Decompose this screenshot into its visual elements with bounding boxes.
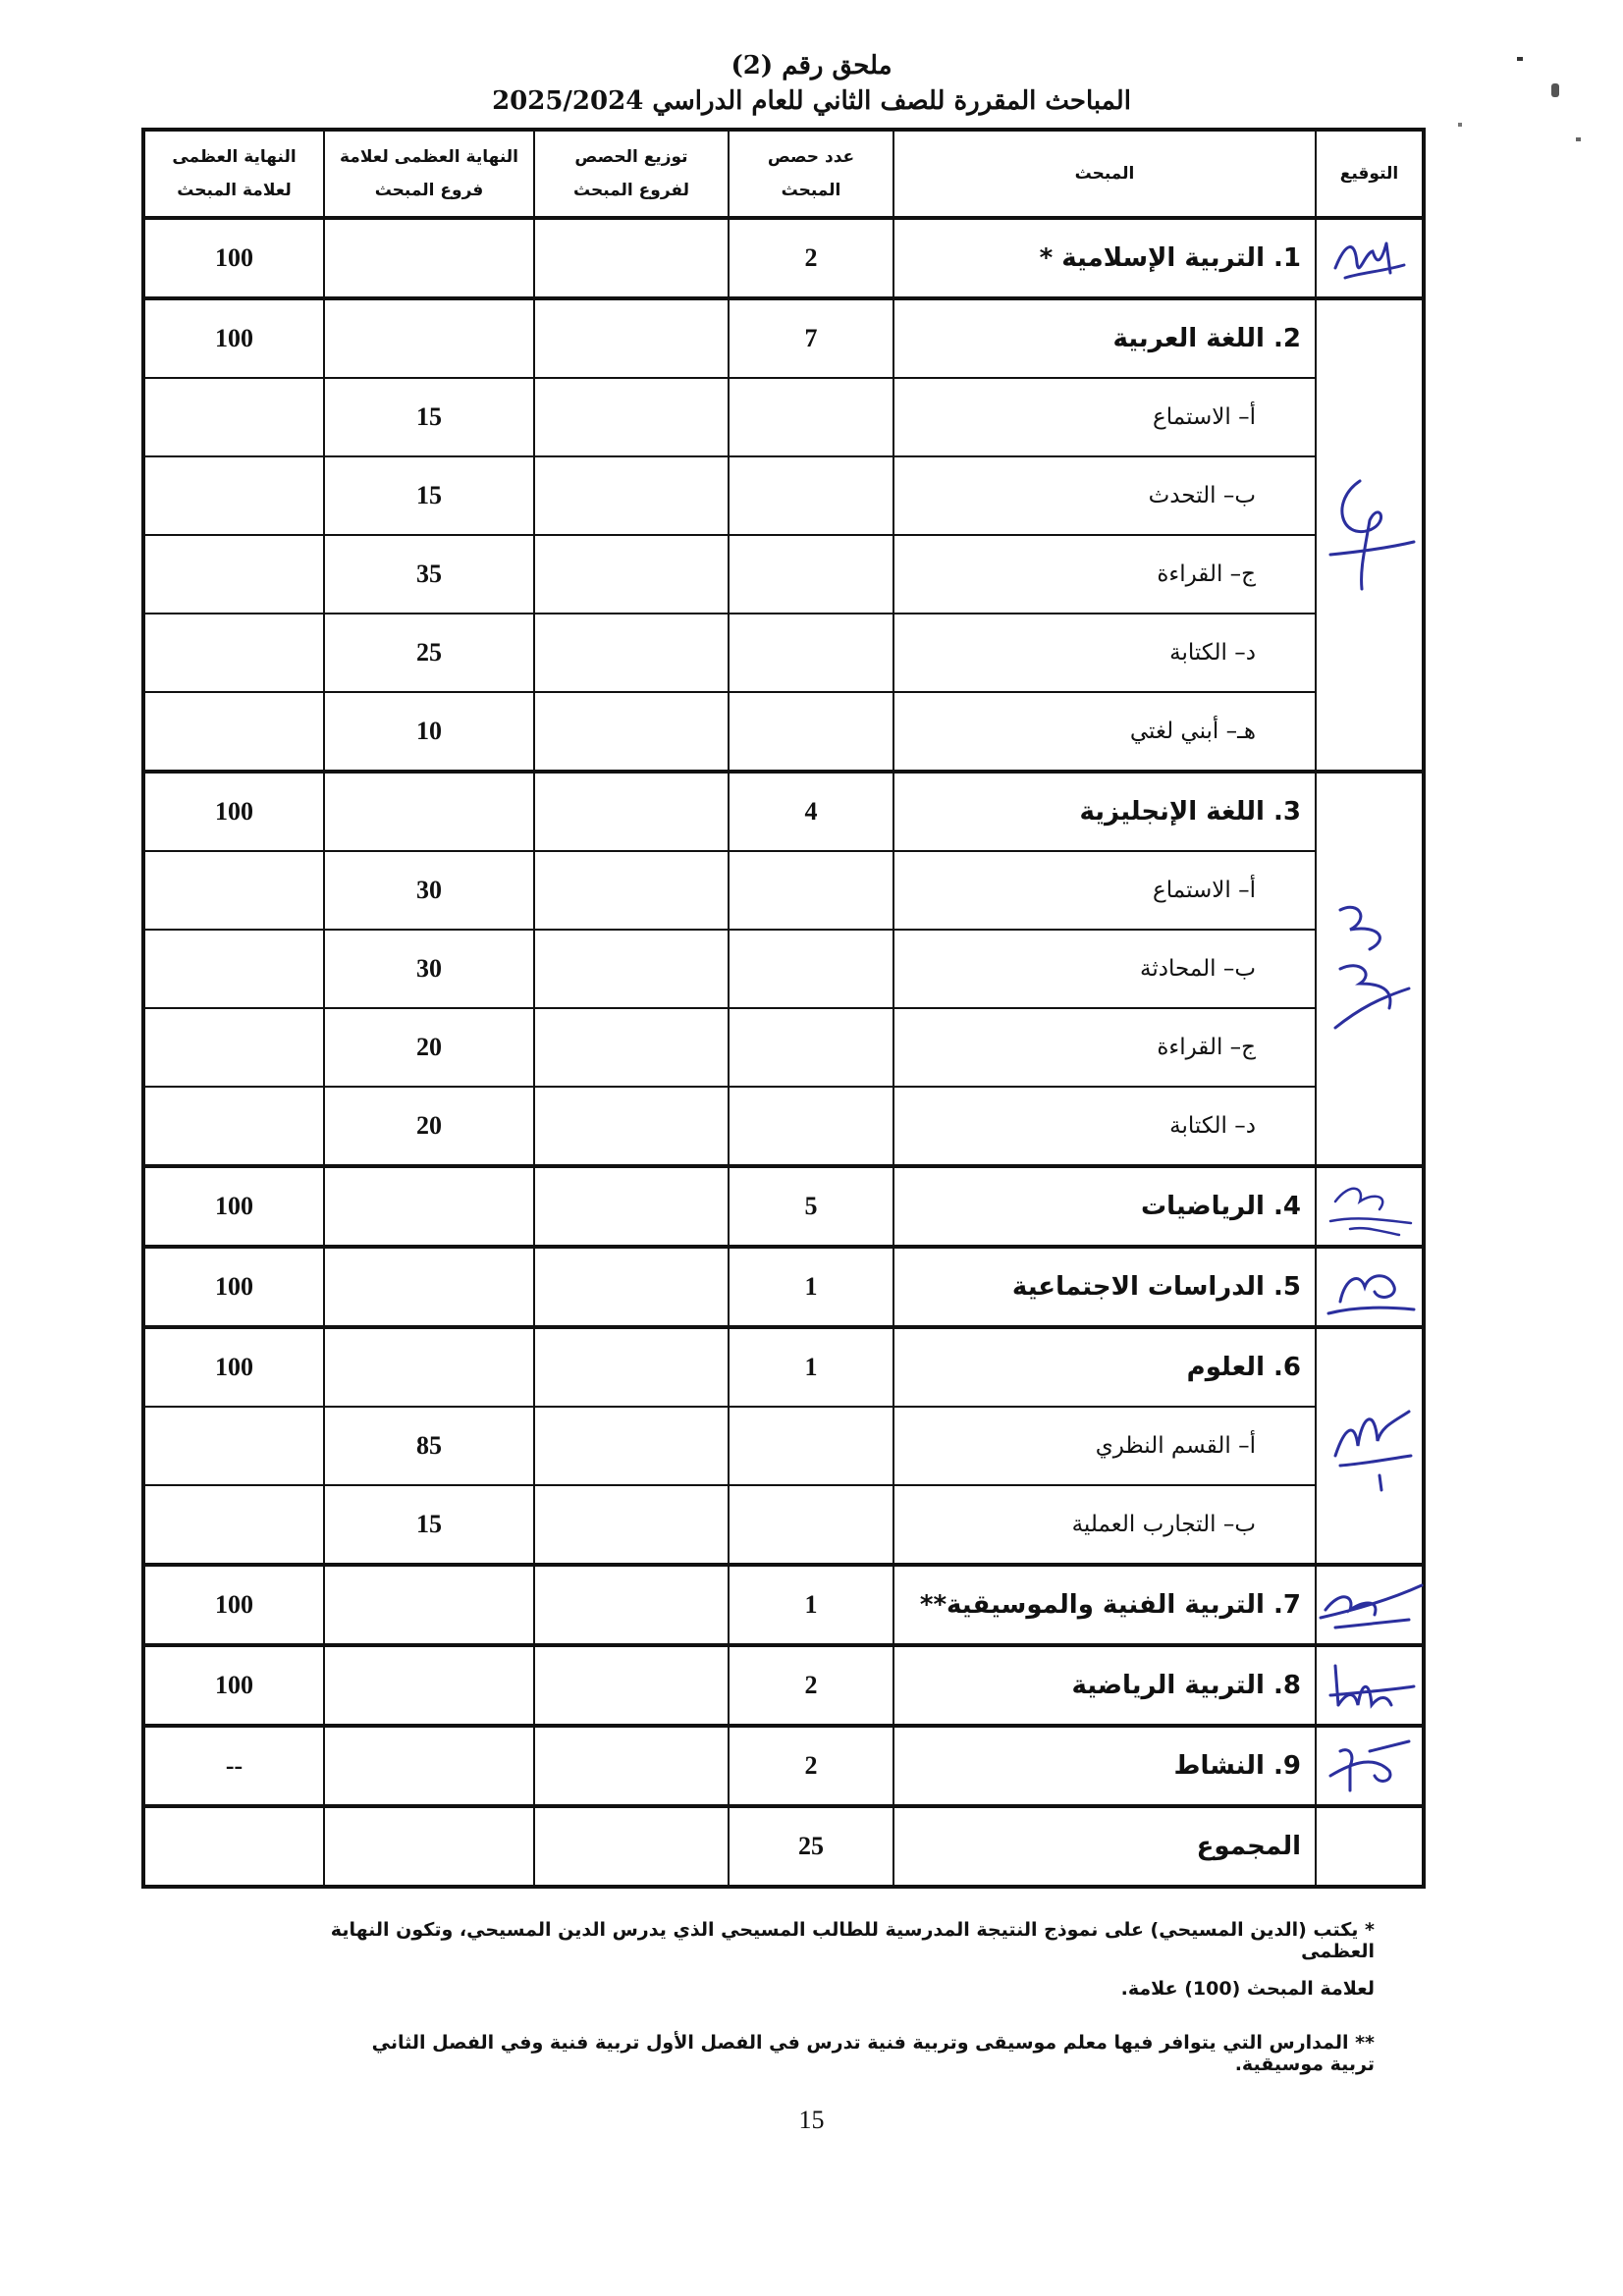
distribution-cell (534, 535, 729, 614)
signature-cell (1316, 1327, 1424, 1565)
subjects-table-wrapper (141, 128, 1422, 1889)
table-row (143, 1166, 1424, 1247)
handwritten-signature-icon (1321, 1387, 1419, 1505)
table-row (143, 1645, 1424, 1726)
distribution-cell (534, 1087, 729, 1166)
periods-cell: 1 (729, 1565, 893, 1645)
table-row (143, 1485, 1424, 1565)
branch-max-cell: 30 (324, 930, 534, 1008)
scan-speck-icon (1517, 57, 1523, 61)
handwritten-signature-icon (1321, 461, 1419, 609)
branch-max-cell (324, 218, 534, 298)
subject-max-cell: 100 (143, 1645, 324, 1726)
handwritten-signature-icon (1321, 890, 1419, 1047)
distribution-cell (534, 1726, 729, 1806)
distribution-cell (534, 1166, 729, 1247)
distribution-cell (534, 1327, 729, 1407)
signature-cell (1316, 218, 1424, 298)
table-row (143, 1565, 1424, 1645)
branch-max-cell: 15 (324, 1485, 534, 1565)
subject-cell: 9. النشاط (893, 1726, 1316, 1806)
table-row (143, 218, 1424, 298)
signature-cell (1316, 772, 1424, 1166)
total-label-cell: المجموع (893, 1806, 1316, 1887)
distribution-cell (534, 1407, 729, 1485)
branch-max-cell (324, 1247, 534, 1327)
scan-speck-icon (1576, 137, 1581, 141)
periods-cell (729, 378, 893, 456)
table-header-row (143, 130, 1424, 218)
signature-cell (1316, 1726, 1424, 1806)
subject-max-cell: 100 (143, 1327, 324, 1407)
subject-max-cell (143, 692, 324, 772)
table-row (143, 535, 1424, 614)
table-row (143, 1327, 1424, 1407)
subject-max-cell: 100 (143, 1565, 324, 1645)
signature-cell (1316, 1247, 1424, 1327)
subject-cell: 1. التربية الإسلامية * (893, 218, 1316, 298)
signature-cell (1316, 1565, 1424, 1645)
periods-cell (729, 692, 893, 772)
branch-max-cell: 35 (324, 535, 534, 614)
page-number: 15 (798, 2106, 825, 2134)
periods-cell (729, 1008, 893, 1087)
subject-max-cell: -- (143, 1726, 324, 1806)
subject-max-cell: 100 (143, 298, 324, 378)
distribution-cell (534, 692, 729, 772)
subject-max-cell (143, 851, 324, 930)
distribution-cell (534, 1247, 729, 1327)
footnote-1-continued: لعلامة المبحث (100) علامة. (1120, 1978, 1375, 2000)
handwritten-signature-icon (1321, 1651, 1419, 1720)
periods-cell: 4 (729, 772, 893, 851)
table-row (143, 614, 1424, 692)
subject-branch-cell: أ– القسم النظري (893, 1407, 1316, 1485)
subject-branch-cell: د– الكتابة (893, 1087, 1316, 1166)
column-header-subject-max: النهاية العظمى لعلامة المبحث (143, 130, 324, 218)
periods-cell: 5 (729, 1166, 893, 1247)
column-header-distribution: توزيع الحصص لفروع المبحث (534, 130, 729, 218)
table-row (143, 378, 1424, 456)
branch-max-cell: 20 (324, 1008, 534, 1087)
table-row (143, 851, 1424, 930)
subject-branch-cell: هـ– أبني لغتي (893, 692, 1316, 772)
subject-branch-cell: د– الكتابة (893, 614, 1316, 692)
periods-cell (729, 614, 893, 692)
subject-max-cell (143, 1806, 324, 1887)
scan-speck-icon (1551, 83, 1559, 97)
table-row (143, 930, 1424, 1008)
subject-max-cell (143, 614, 324, 692)
periods-cell (729, 1087, 893, 1166)
distribution-cell (534, 1806, 729, 1887)
branch-max-cell: 10 (324, 692, 534, 772)
periods-cell (729, 535, 893, 614)
distribution-cell (534, 1565, 729, 1645)
subject-max-cell (143, 930, 324, 1008)
branch-max-cell: 25 (324, 614, 534, 692)
signature-cell (1316, 298, 1424, 772)
branch-max-cell (324, 1806, 534, 1887)
branch-max-cell: 15 (324, 456, 534, 535)
distribution-cell (534, 218, 729, 298)
column-header-periods: عدد حصص المبحث (729, 130, 893, 218)
branch-max-cell: 20 (324, 1087, 534, 1166)
branch-max-cell: 30 (324, 851, 534, 930)
periods-cell (729, 456, 893, 535)
subject-max-cell (143, 1485, 324, 1565)
subject-max-cell: 100 (143, 772, 324, 851)
distribution-cell (534, 930, 729, 1008)
distribution-cell (534, 1485, 729, 1565)
total-periods-cell: 25 (729, 1806, 893, 1887)
subject-cell: 6. العلوم (893, 1327, 1316, 1407)
periods-cell (729, 851, 893, 930)
handwritten-signature-icon (1321, 1732, 1419, 1800)
signature-cell (1316, 1166, 1424, 1247)
handwritten-signature-icon (1321, 1172, 1419, 1241)
column-header-signature: التوقيع (1316, 130, 1424, 218)
subject-max-cell: 100 (143, 1247, 324, 1327)
handwritten-signature-icon (1325, 224, 1414, 293)
subject-branch-cell: أ– الاستماع (893, 378, 1316, 456)
periods-cell (729, 1485, 893, 1565)
table-row (143, 1726, 1424, 1806)
subject-max-cell (143, 535, 324, 614)
branch-max-cell (324, 1166, 534, 1247)
branch-max-cell (324, 772, 534, 851)
distribution-cell (534, 456, 729, 535)
distribution-cell (534, 1008, 729, 1087)
column-header-branch-max: النهاية العظمى لعلامة فروع المبحث (324, 130, 534, 218)
branch-max-cell (324, 1645, 534, 1726)
table-row (143, 298, 1424, 378)
footnote-2: ** المدارس التي يتوافر فيها معلم موسيقى وتربية فنية تدرس في الفصل الأول تربية فنية وفي الفصل الثاني تربية موسيقية. (371, 2032, 1375, 2075)
subject-max-cell (143, 456, 324, 535)
subject-branch-cell: ب– التحدث (893, 456, 1316, 535)
handwritten-signature-icon (1316, 1571, 1424, 1639)
subject-branch-cell: ج– القراءة (893, 1008, 1316, 1087)
table-row-total (143, 1806, 1424, 1887)
annex-title: ملحق رقم (2) (730, 51, 893, 80)
subject-cell: 4. الرياضيات (893, 1166, 1316, 1247)
subject-branch-cell: ج– القراءة (893, 535, 1316, 614)
branch-max-cell: 15 (324, 378, 534, 456)
footnote-1: * يكتب (الدين المسيحي) على نموذج النتيجة المدرسية للطالب المسيحي الذي يدرس الدين المسيحي، وتكون النهاية العظمى (330, 1919, 1375, 1962)
distribution-cell (534, 378, 729, 456)
subject-cell: 8. التربية الرياضية (893, 1645, 1316, 1726)
subject-branch-cell: أ– الاستماع (893, 851, 1316, 930)
branch-max-cell (324, 1565, 534, 1645)
subject-max-cell (143, 378, 324, 456)
table-row (143, 1087, 1424, 1166)
periods-cell (729, 930, 893, 1008)
subject-branch-cell: ب– المحادثة (893, 930, 1316, 1008)
periods-cell: 7 (729, 298, 893, 378)
table-row (143, 772, 1424, 851)
subject-max-cell: 100 (143, 218, 324, 298)
table-row (143, 692, 1424, 772)
subject-max-cell: 100 (143, 1166, 324, 1247)
periods-cell: 2 (729, 218, 893, 298)
table-row (143, 1008, 1424, 1087)
periods-cell: 1 (729, 1247, 893, 1327)
subject-cell: 2. اللغة العربية (893, 298, 1316, 378)
distribution-cell (534, 298, 729, 378)
handwritten-signature-icon (1321, 1253, 1419, 1321)
subjects-table (141, 128, 1426, 1889)
subject-max-cell (143, 1407, 324, 1485)
signature-cell (1316, 1645, 1424, 1726)
table-row (143, 1407, 1424, 1485)
periods-cell: 2 (729, 1726, 893, 1806)
subject-branch-cell: ب– التجارب العملية (893, 1485, 1316, 1565)
subject-cell: 7. التربية الفنية والموسيقية** (893, 1565, 1316, 1645)
document-subtitle: المباحث المقررة للصف الثاني للعام الدراسي 2025/2024 (492, 86, 1131, 116)
column-header-subject: المبحث (893, 130, 1316, 218)
table-row (143, 456, 1424, 535)
subject-cell: 5. الدراسات الاجتماعية (893, 1247, 1316, 1327)
periods-cell (729, 1407, 893, 1485)
branch-max-cell (324, 1726, 534, 1806)
subject-cell: 3. اللغة الإنجليزية (893, 772, 1316, 851)
subject-max-cell (143, 1087, 324, 1166)
scan-speck-icon (1458, 123, 1462, 127)
distribution-cell (534, 851, 729, 930)
distribution-cell (534, 614, 729, 692)
branch-max-cell (324, 298, 534, 378)
signature-cell (1316, 1806, 1424, 1887)
distribution-cell (534, 772, 729, 851)
subject-max-cell (143, 1008, 324, 1087)
table-row (143, 1247, 1424, 1327)
branch-max-cell: 85 (324, 1407, 534, 1485)
distribution-cell (534, 1645, 729, 1726)
periods-cell: 2 (729, 1645, 893, 1726)
branch-max-cell (324, 1327, 534, 1407)
periods-cell: 1 (729, 1327, 893, 1407)
